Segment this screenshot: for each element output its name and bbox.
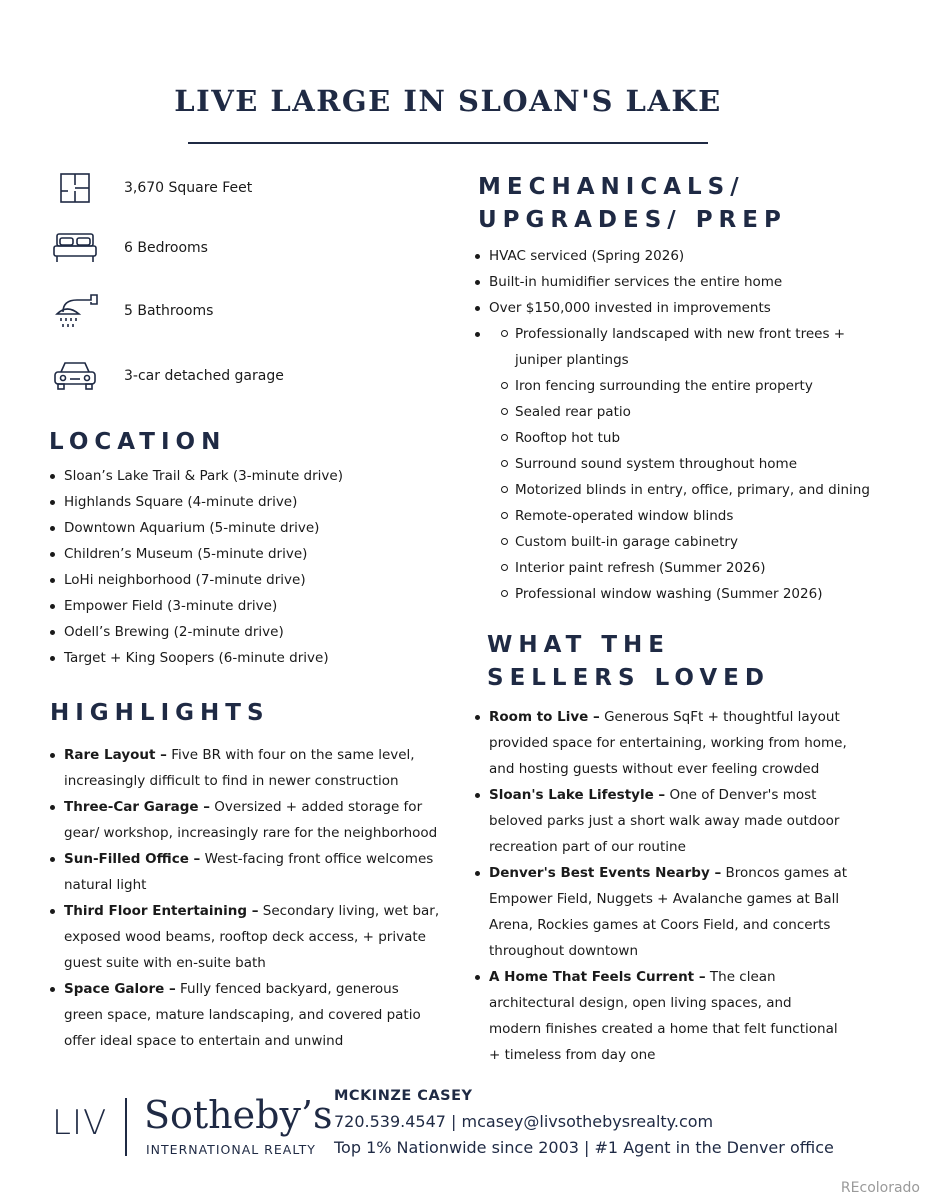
list-item: Empower Field (3-minute drive): [48, 593, 343, 619]
sub-list-item: Rooftop hot tub: [473, 425, 870, 451]
sub-list-item: Custom built-in garage cabinetry: [473, 529, 870, 555]
item-title: Sloan's Lake Lifestyle –: [489, 787, 666, 803]
loved-heading-line1: WHAT THE: [487, 632, 670, 658]
liv-logo: LIV: [52, 1103, 108, 1143]
item-text: One of Denver's most: [665, 787, 817, 803]
item-text: modern finishes created a home that felt functional: [489, 1021, 838, 1037]
sub-list-item: Iron fencing surrounding the entire property: [473, 373, 870, 399]
feature-garage: [50, 354, 284, 398]
list-item: HVAC serviced (Spring 2026): [473, 243, 870, 269]
list-item: Sloan’s Lake Trail & Park (3-minute drive): [48, 463, 343, 489]
sub-list-container: [473, 321, 870, 607]
item-text: Arena, Rockies games at Coors Field, and concerts: [489, 917, 831, 933]
floorplan-icon: [50, 166, 100, 210]
item-text: beloved parks just a short walk away made outdoor: [489, 813, 840, 829]
shower-icon: [50, 289, 100, 333]
highlights-list: [48, 742, 439, 1054]
list-item: Children’s Museum (5-minute drive): [48, 541, 343, 567]
item-title: A Home That Feels Current –: [489, 969, 706, 985]
item-text: Broncos games at: [721, 865, 848, 881]
feature-label: 6 Bedrooms: [124, 240, 208, 256]
list-item: [473, 860, 847, 964]
item-text: guest suite with en-suite bath: [64, 955, 266, 971]
car-icon: [50, 354, 100, 398]
feature-bathrooms: [50, 289, 214, 333]
list-item: LoHi neighborhood (7-minute drive): [48, 567, 343, 593]
item-text: Fully fenced backyard, generous: [175, 981, 399, 997]
list-item: [48, 794, 439, 846]
sub-list-item: Sealed rear patio: [473, 399, 870, 425]
item-text: + timeless from day one: [489, 1047, 656, 1063]
loved-heading-line2: SELLERS LOVED: [487, 665, 770, 691]
location-heading: LOCATION: [49, 429, 227, 455]
item-text: and hosting guests without ever feeling crowded: [489, 761, 820, 777]
item-text: Generous SqFt + thoughtful layout: [599, 709, 840, 725]
highlights-heading: HIGHLIGHTS: [50, 700, 270, 726]
item-text: increasingly difficult to find in newer construction: [64, 773, 399, 789]
item-text: offer ideal space to entertain and unwind: [64, 1033, 344, 1049]
list-item: Highlands Square (4-minute drive): [48, 489, 343, 515]
loved-list: [473, 704, 847, 1068]
item-title: Rare Layout –: [64, 747, 167, 763]
item-text: natural light: [64, 877, 147, 893]
mechanicals-heading-line1: MECHANICALS/: [478, 174, 745, 200]
list-item: Downtown Aquarium (5-minute drive): [48, 515, 343, 541]
location-list: [48, 463, 343, 671]
feature-label: 5 Bathrooms: [124, 303, 214, 319]
item-text: provided space for entertaining, working from home,: [489, 735, 847, 751]
item-text: gear/ workshop, increasingly rare for the neighborhood: [64, 825, 438, 841]
list-item: Target + King Soopers (6-minute drive): [48, 645, 343, 671]
item-text: exposed wood beams, rooftop deck access, + private: [64, 929, 426, 945]
feature-square-feet: [50, 166, 253, 210]
item-title: Space Galore –: [64, 981, 176, 997]
list-item: [48, 742, 439, 794]
mechanicals-list: [473, 243, 870, 607]
agent-rank: Top 1% Nationwide since 2003 | #1 Agent in the Denver office: [334, 1138, 834, 1157]
sub-list-item: Remote-operated window blinds: [473, 503, 870, 529]
item-text: The clean: [705, 969, 776, 985]
list-item: Built-in humidifier services the entire home: [473, 269, 870, 295]
item-text: Oversized + added storage for: [210, 799, 423, 815]
item-title: Three-Car Garage –: [64, 799, 210, 815]
sothebys-logo-subtitle: INTERNATIONAL REALTY: [146, 1142, 316, 1157]
item-text: Empower Field, Nuggets + Avalanche games at Ball: [489, 891, 840, 907]
feature-label: 3-car detached garage: [124, 368, 284, 384]
list-item: [48, 898, 439, 976]
agent-contact: 720.539.4547 | mcasey@livsothebysrealty.com: [334, 1112, 714, 1131]
list-item: [473, 782, 847, 860]
item-text: West-facing front office welcomes: [200, 851, 434, 867]
feature-label: 3,670 Square Feet: [124, 180, 253, 196]
bed-icon: [50, 226, 100, 270]
mechanicals-heading-line2: UPGRADES/ PREP: [478, 207, 787, 233]
feature-bedrooms: [50, 226, 208, 270]
list-item: Odell’s Brewing (2-minute drive): [48, 619, 343, 645]
list-item: Over $150,000 invested in improvements: [473, 295, 870, 321]
watermark: REcolorado: [840, 1180, 920, 1196]
list-item: [473, 964, 847, 1068]
sub-list-item: Motorized blinds in entry, office, primary, and dining: [473, 477, 870, 503]
item-text: architectural design, open living spaces, and: [489, 995, 792, 1011]
item-title: Room to Live –: [489, 709, 600, 725]
sub-list-item: Surround sound system throughout home: [473, 451, 870, 477]
title-divider: [188, 142, 708, 144]
sub-list-item: Professionally landscaped with new front trees + juniper plantings: [473, 321, 870, 373]
item-title: Denver's Best Events Nearby –: [489, 865, 722, 881]
item-text: recreation part of our routine: [489, 839, 686, 855]
sub-list-item: Interior paint refresh (Summer 2026): [473, 555, 870, 581]
page-title: LIVE LARGE IN SLOAN'S LAKE: [174, 84, 722, 118]
logo-divider: [125, 1098, 127, 1156]
item-text: green space, mature landscaping, and covered patio: [64, 1007, 421, 1023]
item-title: Sun-Filled Office –: [64, 851, 201, 867]
item-title: Third Floor Entertaining –: [64, 903, 259, 919]
list-item: [473, 704, 847, 782]
list-item: [48, 976, 439, 1054]
improvements-list: [473, 321, 870, 607]
item-text: throughout downtown: [489, 943, 639, 959]
item-text: Secondary living, wet bar,: [258, 903, 440, 919]
item-text: Five BR with four on the same level,: [166, 747, 415, 763]
list-item: [48, 846, 439, 898]
agent-name: MCKINZE CASEY: [334, 1088, 473, 1104]
sothebys-logo: Sotheby’s: [144, 1093, 333, 1137]
sub-list-item: Professional window washing (Summer 2026): [473, 581, 870, 607]
